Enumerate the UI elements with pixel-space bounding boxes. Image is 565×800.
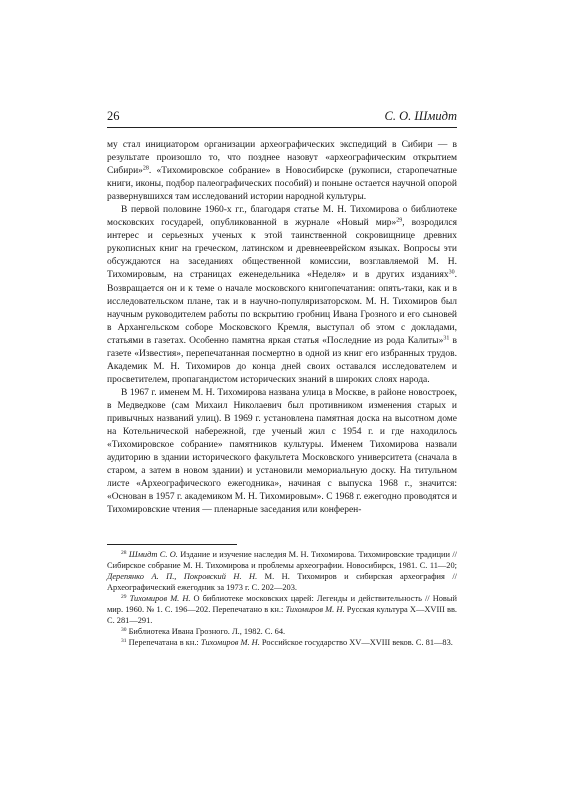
footnote-ref: 29 [121,594,127,600]
text-run: Российское государство XV—XVIII веков. С. 81—83. [259,638,453,647]
author-name: Тихомиров М. Н. [129,594,191,603]
footnote-ref: 30 [121,627,127,633]
text-run: му стал инициатором организации археографических экспедиций в Сибири — в результате произошло то, что позднее назовут «археографическим открытием Сибири» [107,140,457,177]
paragraph [107,204,457,387]
page-number: 26 [107,109,120,123]
text-run: Русская культура X—XVIII вв. С. 281—291. [107,605,457,625]
text-run: . «Тихомировское собрание» в Новосибирске (рукописи, старопечатные книги, иконы, подбор палеографических пособий) и поныне остается научной опорой развернувшихся там исследований истории народной культуры. [107,166,457,203]
footnote-ref: 30 [448,269,455,276]
text-run: Издание и изучение наследия М. Н. Тихомирова. Тихомировские традиции // Сибирское собрание М. Н. Тихомирова и проблемы археографии. Новосибирск, 1981. С. 11—20; [107,550,457,570]
author-name: Тихомиров М. Н. [200,638,260,647]
footnote-ref: 28 [121,550,127,556]
text-run: В первой половине 1960-х гг., благодаря статье М. Н. Тихомирова о библиотеке московских государей, опубликованной в журнале «Новый мир» [107,205,457,229]
paragraph [107,387,457,517]
footnote-ref: 28 [142,165,149,172]
footnote-ref: 31 [443,335,450,342]
text-run: О библиотеке московских царей: Легенды и действительность // Новый мир. 1960. № 1. С. 196—202. Перепечатано в кн.: [107,594,457,614]
text-run: В 1967 г. именем М. Н. Тихомирова названа улица в Москве, в районе новостроек, в Медведкове (сам Михаил Николаевич был противником изменения старых и привычных названий улиц). В 1969 г. установлена памятная доска на высотном доме на Котельнической набережной, где ученый жил с 1954 г. и где находилось «Тихомировское собрание» памятников культуры. Именем Тихомирова назвали аудиторию в здании исторического факультета Московского университета (сначала в старом, а затем в новом здании) и установили мемориальную доску. На титульном листе «Археографического ежегодника», начиная с выпуска 1968 г., значится: «Основан в 1957 г. академиком М. Н. Тихомировым». С 1968 г. ежегодно проводятся и Тихомировские чтения — пленарные заседания или конферен- [107,387,457,516]
running-head: С. О. Шмидт [384,109,457,123]
footnote-rule [107,544,237,545]
body-text [107,139,457,517]
text-run: , возродился интерес и серьезных ученых к этой таинственной сокровищнице древних рукописных книг на греческом, латинском и древнееврейском языках. Вопросы эти обсуждаются на заседаниях общественной комиссии, возглавляемой М. Н. Тихомировым, на страницах еженедельника «Неделя» и в других изданиях [107,218,457,281]
text-run: Библиотека Ивана Грозного. Л., 1982. С. 64. [126,627,286,636]
footnote [107,637,457,648]
text-run: М. Н. Тихомиров и сибирская археография // Археографический ежегодник за 1973 г. С. 202—203. [107,572,457,592]
text-run: в газете «Известия», перепечатанная посмертно в одной из книг его избранных трудов. Академик М. Н. Тихомиров до конца дней своих оставался исследователем и просветителем, пропагандистом исторических знаний в широких слоях народа. [107,335,457,385]
author-name: Шмидт С. О. [128,550,178,559]
header-rule [107,127,457,128]
author-name: Дерепянко А. П., Покровский Н. Н. [107,572,258,581]
author-name: Тихомиров М. Н. [285,605,345,614]
footnote-ref: 29 [396,217,403,224]
footnote-ref: 31 [121,638,127,644]
text-run: Перепечатана в кн.: [126,638,201,647]
footnotes [107,549,457,648]
text-run: . Возвращается он и к теме о начале московского книгопечатания: опять-таки, как и в исследовательском плане, так и в научно-популяризаторском. М. Н. Тихомиров был научным руководителем работы по вскрытию гробниц Ивана Грозного и его сыновей в Архангельском соборе Московского Кремля, выступал об этом с докладами, статьями в газетах. Особенно памятна яркая статья «Последние из рода Калиты» [107,270,457,346]
paragraph [107,139,457,204]
footnote [107,549,457,593]
footnote [107,626,457,637]
footnote [107,593,457,626]
